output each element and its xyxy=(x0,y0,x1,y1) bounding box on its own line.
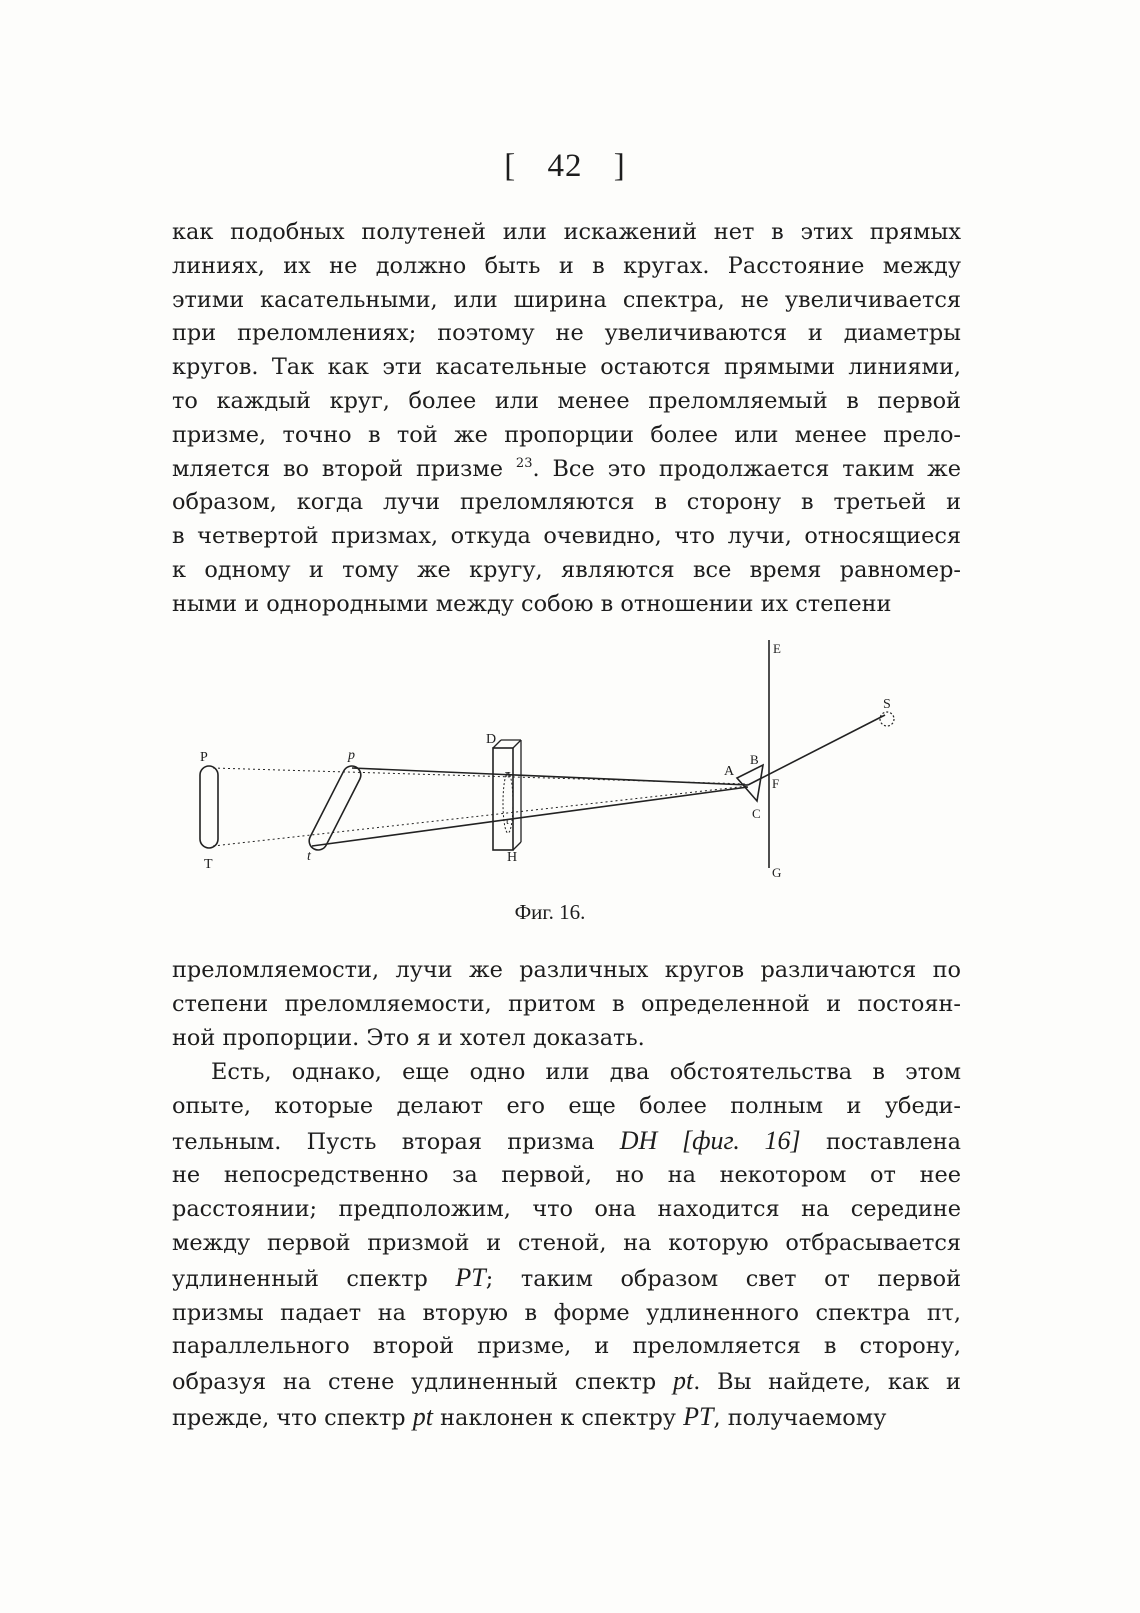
footnote-ref: 23 xyxy=(515,455,533,471)
text-line: при преломлениях; поэтому не увеличиваются и диаметры xyxy=(172,320,961,347)
italic-ref: DH [фиг. 16] xyxy=(619,1125,801,1155)
text-line: не непосредственно за первой, но на некотором от нее xyxy=(172,1162,961,1189)
prism-dh-edge xyxy=(513,740,521,748)
text-line: призмы падает на вторую в форме удлиненного спектра πτ, xyxy=(172,1299,961,1326)
paragraph-2 xyxy=(172,954,961,1055)
text-line: как подобных полутеней или искажений нет в этих прямых xyxy=(172,219,961,245)
label-P: P xyxy=(200,750,208,765)
italic-ref: PT xyxy=(683,1401,714,1431)
sun-circle xyxy=(880,712,894,726)
label-F: F xyxy=(772,776,780,791)
prism-dh xyxy=(493,748,513,850)
prism-diagram xyxy=(190,638,930,888)
label-p: p xyxy=(348,748,355,763)
paragraph-3 xyxy=(172,1056,961,1436)
text-fragment: . Вы найдете, как и xyxy=(693,1369,961,1396)
text-line xyxy=(172,1261,961,1297)
text-fragment: мляется во второй призме xyxy=(172,455,504,482)
label-pi: π xyxy=(505,768,511,780)
spectrum-pt xyxy=(200,766,218,848)
label-D: D xyxy=(486,732,497,747)
text-line: между первой призмой и стеной, на которую отбрасывается xyxy=(172,1229,961,1256)
text-line xyxy=(172,453,961,487)
figure-16 xyxy=(190,638,930,888)
text-line: в четвертой призмах, откуда очевидно, что лучи, относящиеся xyxy=(172,523,961,550)
text-fragment: прежде, что спектр xyxy=(172,1404,406,1431)
text-fragment: наклонен к спектру xyxy=(440,1404,676,1431)
text-line: расстоянии; предположим, что она находится на середине xyxy=(172,1196,961,1223)
label-B: B xyxy=(750,752,759,767)
text-fragment: тельным. Пусть вторая призма xyxy=(172,1128,595,1155)
page-number: [ 42 ] xyxy=(504,148,626,184)
text-line: степени преломляемости, притом в определенной и постоян- xyxy=(172,990,961,1017)
text-fragment: образуя на стене удлиненный спектр xyxy=(172,1369,657,1396)
label-E: E xyxy=(773,641,781,656)
text-line: образом, когда лучи преломляются в сторону в третьей и xyxy=(172,489,961,516)
text-fragment: . Все это продолжается таким же xyxy=(532,455,961,482)
label-tau: τ xyxy=(505,815,510,827)
figure-caption: Фиг. 16. xyxy=(514,900,586,924)
label-H: H xyxy=(507,850,518,865)
label-G: G xyxy=(772,865,782,880)
label-S: S xyxy=(883,697,891,712)
text-line: параллельного второй призме, и преломляется в сторону, xyxy=(172,1333,961,1360)
ray-solid-lower xyxy=(312,787,748,846)
italic-ref: PT xyxy=(455,1262,486,1292)
text-line xyxy=(172,1400,961,1436)
text-fragment: , получаемому xyxy=(713,1404,887,1431)
text-line: кругов. Так как эти касательные остаются прямыми линиями, xyxy=(172,354,961,381)
prism-dh-edge xyxy=(513,842,521,850)
text-line: ными и однородными между собою в отношении их степени xyxy=(172,590,892,617)
text-line: то каждый круг, более или менее преломляемый в первой xyxy=(172,387,961,414)
label-A: A xyxy=(724,764,735,779)
text-line: опыте, которые делают его еще более полным и убеди- xyxy=(172,1092,961,1119)
text-line: к одному и тому же кругу, являются все время равномер- xyxy=(172,556,961,583)
ray-dotted-lower xyxy=(213,786,748,846)
text-line: преломляемости, лучи же различных кругов различаются по xyxy=(172,957,961,983)
text-line xyxy=(172,1364,961,1400)
text-line: Есть, однако, еще одно или два обстоятельства в этом xyxy=(211,1059,961,1085)
text-line: этими касательными, или ширина спектра, не увеличивается xyxy=(172,286,961,313)
text-line xyxy=(172,1124,961,1160)
text-line: ной пропорции. Это я и хотел доказать. xyxy=(172,1024,645,1051)
italic-ref: pt xyxy=(412,1401,433,1431)
italic-ref: pt xyxy=(672,1366,694,1396)
label-C: C xyxy=(752,806,761,821)
text-fragment: поставлена xyxy=(825,1128,961,1155)
paragraph-1 xyxy=(172,216,961,622)
ray-solid-upper xyxy=(352,768,748,785)
text-line: линиях, их не должно быть и в кругах. Расстояние между xyxy=(172,252,961,279)
prism-abc xyxy=(737,765,763,801)
text-fragment: ; таким образом свет от первой xyxy=(485,1265,962,1292)
text-line: призме, точно в той же пропорции более или менее прело- xyxy=(172,421,961,448)
label-t: t xyxy=(307,849,311,864)
label-T: T xyxy=(204,857,213,872)
text-fragment: удлиненный спектр xyxy=(172,1265,428,1292)
